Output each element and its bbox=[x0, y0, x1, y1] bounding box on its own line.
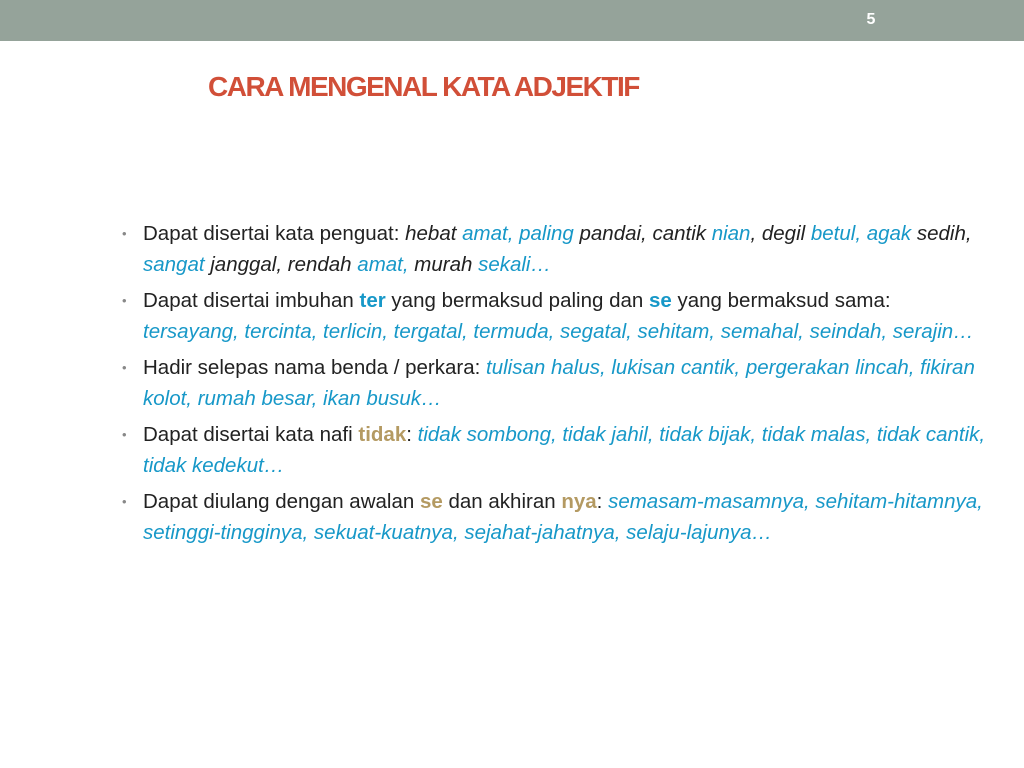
bullet-text-segment: Hadir selepas nama benda / perkara: bbox=[143, 356, 487, 379]
bullet-text-segment: janggal, rendah bbox=[210, 253, 358, 276]
bullet-text-segment: se bbox=[649, 289, 672, 312]
bullet-text-segment: tidak sombong, tidak jahil, tidak bijak, tidak malas, tidak cantik, tidak kedekut… bbox=[143, 423, 986, 477]
bullet-text-segment: sangat bbox=[143, 253, 211, 276]
bullet-text-segment: dan akhiran bbox=[442, 490, 562, 513]
bullet-text-segment: tulisan halus, lukisan cantik, pergerakan lincah, fikiran kolot, rumah besar, ikan busuk… bbox=[143, 356, 975, 410]
bullet-item bbox=[112, 419, 992, 481]
bullet-dot-icon: • bbox=[122, 427, 127, 442]
bullet-text-segment: se bbox=[419, 490, 443, 513]
bullet-text-segment: ter bbox=[359, 289, 386, 312]
bullet-item bbox=[112, 285, 992, 347]
bullet-text-segment: yang bermaksud sama: bbox=[671, 289, 891, 312]
bullet-dot-icon: • bbox=[122, 293, 127, 308]
bullet-text-segment: tersayang, tercinta, terlicin, tergatal, termuda, segatal, sehitam, semahal, seindah, serajin… bbox=[143, 320, 974, 343]
bullet-dot-icon: • bbox=[122, 226, 127, 241]
bullet-text-segment: Dapat disertai kata penguat: bbox=[143, 222, 406, 245]
bullet-text-segment: murah bbox=[414, 253, 479, 276]
bullet-text-segment: pandai, cantik bbox=[579, 222, 712, 245]
bullet-text-segment: amat, bbox=[357, 253, 415, 276]
slide-title: CARA MENGENAL KATA ADJEKTIF bbox=[208, 71, 639, 102]
bullet-text-segment: Dapat disertai kata nafi bbox=[143, 423, 359, 446]
bullet-text-segment: semasam-masamnya, sehitam-hitamnya, setinggi-tingginya, sekuat-kuatnya, sejahat-jahatnya, selaju-lajunya… bbox=[143, 490, 983, 544]
bullet-text-segment: nian bbox=[711, 222, 751, 245]
bullet-text-segment: Dapat diulang dengan awalan bbox=[143, 490, 420, 513]
bullet-text-segment: nya bbox=[561, 490, 597, 513]
top-bar bbox=[0, 0, 1024, 41]
bullet-item bbox=[112, 218, 992, 280]
bullet-dot-icon: • bbox=[122, 360, 127, 375]
bullet-text-segment: hebat bbox=[405, 222, 463, 245]
bullet-text-segment: : bbox=[596, 490, 609, 513]
bullet-text-segment: Dapat disertai imbuhan bbox=[143, 289, 360, 312]
bullet-text-segment: yang bermaksud paling dan bbox=[385, 289, 649, 312]
bullet-dot-icon: • bbox=[122, 494, 127, 509]
bullet-text-segment: tidak bbox=[358, 423, 407, 446]
bullet-item bbox=[112, 352, 992, 414]
bullet-item bbox=[112, 486, 992, 548]
bullet-text-segment: sekali… bbox=[478, 253, 551, 276]
bullet-list bbox=[112, 218, 992, 553]
bullet-text-segment: , degil bbox=[750, 222, 811, 245]
bullet-text-segment: betul, agak bbox=[810, 222, 917, 245]
bullet-text-segment: amat, paling bbox=[462, 222, 580, 245]
slide-number: 5 bbox=[866, 11, 876, 28]
bullet-text-segment: : bbox=[406, 423, 418, 446]
bullet-text-segment: sedih, bbox=[916, 222, 972, 245]
